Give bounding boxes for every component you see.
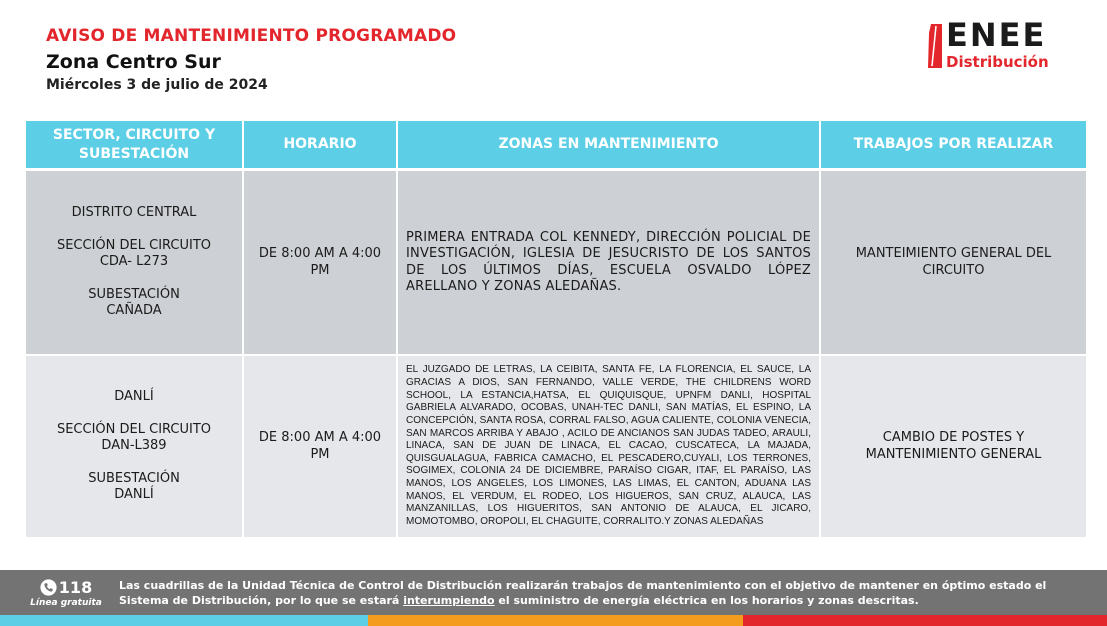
circuit-code: DAN-L389 — [101, 438, 167, 454]
zone-title: Zona Centro Sur — [46, 51, 221, 73]
circuit-label: SECCIÓN DEL CIRCUITO — [56, 421, 212, 437]
substation-label: SUBESTACIÓN — [88, 470, 180, 486]
phone-icon — [40, 579, 57, 596]
trabajos-text: CAMBIO DE POSTES Y MANTENIMIENTO GENERAL — [865, 430, 1042, 462]
hotline — [30, 578, 102, 608]
horario-text: DE 8:00 AM A 4:00 PM — [258, 430, 382, 462]
footer-notice — [119, 579, 1074, 608]
column-header-trabajos: TRABAJOS POR REALIZAR — [820, 121, 1086, 168]
sector-name: DANLÍ — [114, 389, 154, 405]
hotline-caption: Línea gratuita — [30, 598, 102, 608]
stripe-orange — [368, 615, 743, 626]
table-row — [26, 171, 1086, 355]
enee-logo — [928, 16, 1080, 72]
footer-text-underlined: interumpiendo — [403, 593, 495, 607]
horario-cell — [243, 171, 397, 355]
column-header-sector: SECTOR, CIRCUITO Y SUBESTACIÓN — [26, 121, 243, 168]
logo-subtitle: Distribución — [946, 53, 1049, 71]
notice-title: AVISO DE MANTENIMIENTO PROGRAMADO — [46, 26, 457, 46]
table-row — [26, 355, 1086, 537]
sector-cell — [26, 171, 243, 355]
trabajos-text: MANTEIMIENTO GENERAL DEL CIRCUITO — [855, 246, 1052, 278]
notice-date: Miércoles 3 de julio de 2024 — [46, 77, 268, 93]
hotline-number: 118 — [58, 578, 93, 597]
substation-label: SUBESTACIÓN — [88, 286, 180, 302]
trabajos-cell — [820, 171, 1086, 355]
circuit-label: SECCIÓN DEL CIRCUITO — [56, 237, 212, 253]
zonas-text: EL JUZGADO DE LETRAS, LA CEIBITA, SANTA FE, LA FLORENCIA, EL SAUCE, LA GRACIAS A DIOS, SAN FERNANDO, VALLE VERDE, THE CHILDRENS WORD SCHOOL, LA ESTANCIA,HATSA, EL QUIQUISQUE, UPNFM DANLI, HOSPITAL GABRIELA ALVARADO, OCOBAS, UNAH-TEC DANLI, SAN MATÍAS, EL ESPINO, LA CONCEPCIÓN, SANTA ROSA, CORRAL FALSO, AGUA CALIENTE, COLONIA VENECIA, SAN MARCOS ARRIBA Y ABAJO , ACILO DE ANCIANOS SAN JUDAS TADEO, ARAULI, LINACA, SAN DE JUAN DE LINACA, EL CACAO, CUSCATECA, LA MAJADA, QUISGUALAGUA, FABRICA CAMACHO, EL PESCADERO,CUYALI, LOS TERRONES, SOGIMEX, COLONIA 24 DE DICIEMBRE, PARAÍSO CIGAR, ITAF, EL PARAÍSO, LAS MANOS, LOS ANGELES, LOS LIMONES, LAS LIMAS, EL CANTON, ADUANA LAS MANOS, EL VERDUM, EL RODEO, LOS HIGUEROS, SAN CRUZ, ALAUCA, LAS MANZANILLAS, LOS HIGUERITOS, SAN ANTONIO DE ALAUCA, EL JICARO, MOMOTOMBO, OROPOLI, EL CHAGUITE, CORRALITO.Y ZONAS ALEDAÑAS — [406, 364, 811, 528]
notice-header — [46, 26, 456, 93]
table-header-row — [26, 121, 1086, 168]
trabajos-cell — [820, 355, 1086, 537]
column-header-horario: HORARIO — [243, 121, 397, 168]
sector-name: DISTRITO CENTRAL — [71, 205, 197, 221]
zonas-text: PRIMERA ENTRADA COL KENNEDY, DIRECCIÓN POLICIAL DE INVESTIGACIÓN, IGLESIA DE JESUCRISTO DE LOS SANTOS DE LOS ÚLTIMOS DÍAS, ESCUELA OSVALDO LÓPEZ ARELLANO Y ZONAS ALEDAÑAS. — [406, 229, 811, 294]
stripe-cyan — [0, 615, 368, 626]
substation-name: CAÑADA — [106, 303, 162, 319]
maintenance-table — [26, 121, 1086, 537]
footer-text-end: el suministro de energía eléctrica en los horarios y zonas descritas. — [494, 593, 919, 607]
logo-wordmark: ENEE — [946, 16, 1047, 54]
stripe-red — [743, 615, 1107, 626]
footer-banner — [0, 570, 1107, 615]
substation-name: DANLÍ — [114, 487, 154, 503]
horario-text: DE 8:00 AM A 4:00 PM — [258, 246, 382, 278]
sector-cell — [26, 355, 243, 537]
column-header-zonas: ZONAS EN MANTENIMIENTO — [397, 121, 820, 168]
zonas-cell — [397, 171, 820, 355]
circuit-code: CDA- L273 — [99, 254, 169, 270]
enee-logo-mark-icon — [928, 24, 942, 68]
zonas-cell — [397, 355, 820, 537]
horario-cell — [243, 355, 397, 537]
footer-text-start: Las cuadrillas de la Unidad Técnica de Control de Distribución realizarán trabajos de mantenimiento con el objetivo de mantener en óptimo estado el Sistema de Distribución, por lo que se estará — [119, 579, 1047, 607]
